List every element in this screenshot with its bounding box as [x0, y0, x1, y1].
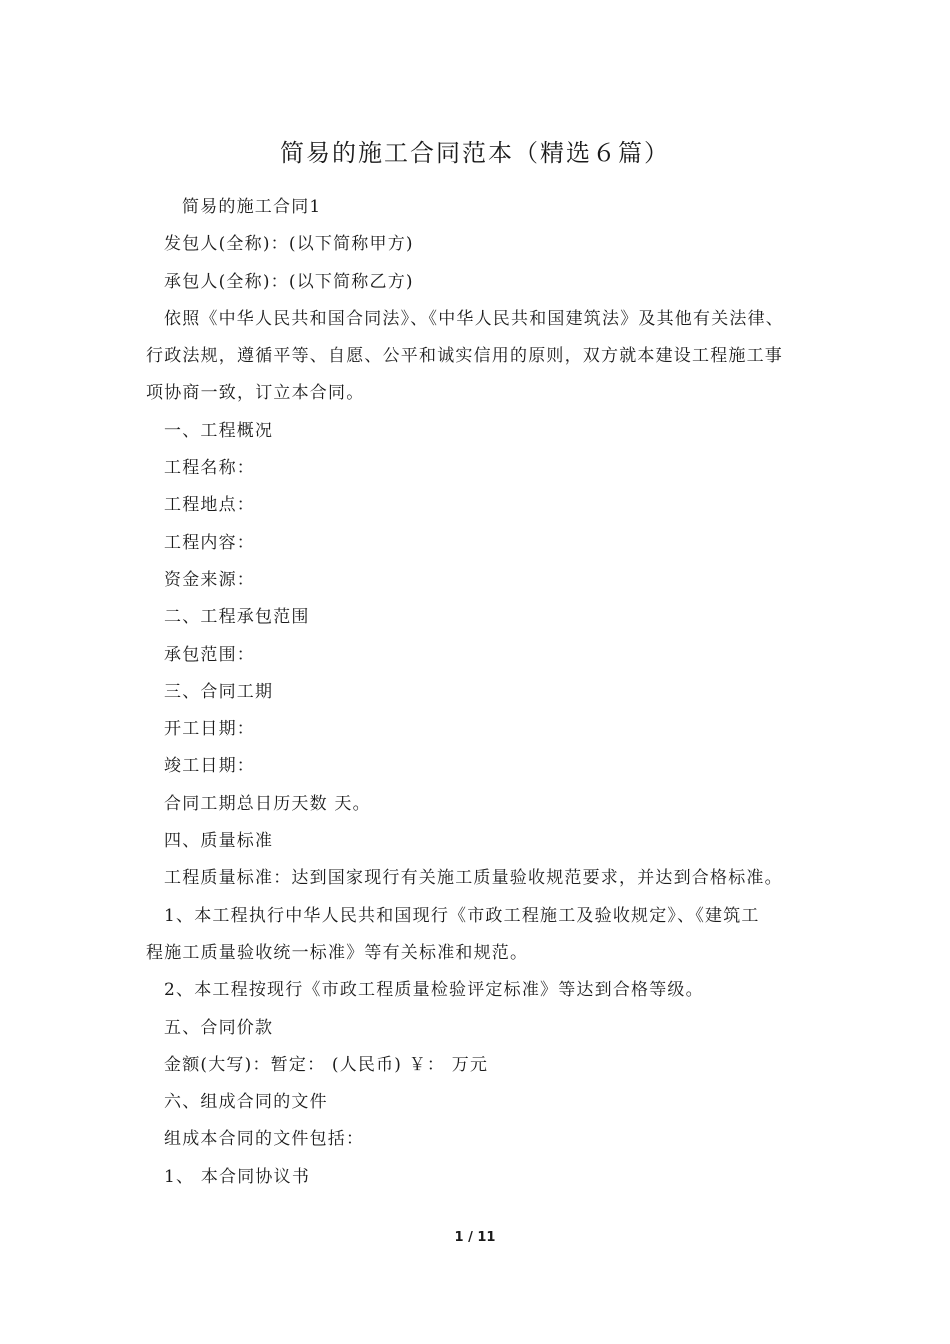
paragraph-line: 1、本工程执行中华人民共和国现行《市政工程施工及验收规定》、《建筑工: [164, 905, 760, 926]
section-heading: 一、工程概况: [164, 420, 274, 441]
paragraph-line: 工程内容：: [164, 532, 255, 553]
paragraph-line: 工程质量标准：达到国家现行有关施工质量验收规范要求，并达到合格标准。: [164, 868, 783, 889]
paragraph-line: 行政法规，遵循平等、自愿、公平和诚实信用的原则，双方就本建设工程施工事: [146, 346, 783, 367]
paragraph-line: 承包范围：: [164, 644, 255, 665]
section-heading: 二、工程承包范围: [164, 607, 310, 628]
paragraph-line: 合同工期总日历天数 天。: [164, 793, 371, 814]
paragraph-line: 组成本合同的文件包括：: [164, 1129, 365, 1150]
paragraph-line: 工程地点：: [164, 495, 255, 516]
document-body: [146, 189, 811, 1196]
paragraph-line: 开工日期：: [164, 719, 255, 740]
paragraph-line: 依照《中华人民共和国合同法》、《中华人民共和国建筑法》及其他有关法律、: [164, 308, 784, 329]
section-heading: 三、合同工期: [164, 681, 274, 702]
paragraph-line: 承包人(全称)：(以下简称乙方): [164, 271, 414, 292]
section-heading: 五、合同价款: [164, 1017, 274, 1038]
paragraph-line: 工程名称：: [164, 458, 255, 479]
paragraph-line: 程施工质量验收统一标准》等有关标准和规范。: [146, 942, 529, 963]
section-heading: 简易的施工合同1: [182, 197, 322, 217]
paragraph-line: 项协商一致，订立本合同。: [146, 383, 365, 404]
paragraph-line: 发包人(全称)：(以下简称甲方): [164, 234, 414, 255]
paragraph-line: 竣工日期：: [164, 756, 255, 777]
paragraph-line: 1、 本合同协议书: [164, 1166, 311, 1187]
section-heading: 四、质量标准: [164, 831, 274, 852]
paragraph-line: 2、本工程按现行《市政工程质量检验评定标准》等达到合格等级。: [164, 980, 704, 1001]
page-number: 1 / 11: [454, 1230, 496, 1245]
document-title: 简易的施工合同范本（精选６篇）: [280, 139, 670, 167]
section-heading: 六、组成合同的文件: [164, 1092, 328, 1113]
paragraph-line: 金额(大写)：暂定： (人民币) ￥： 万元: [164, 1054, 489, 1075]
paragraph-line: 资金来源：: [164, 569, 255, 590]
